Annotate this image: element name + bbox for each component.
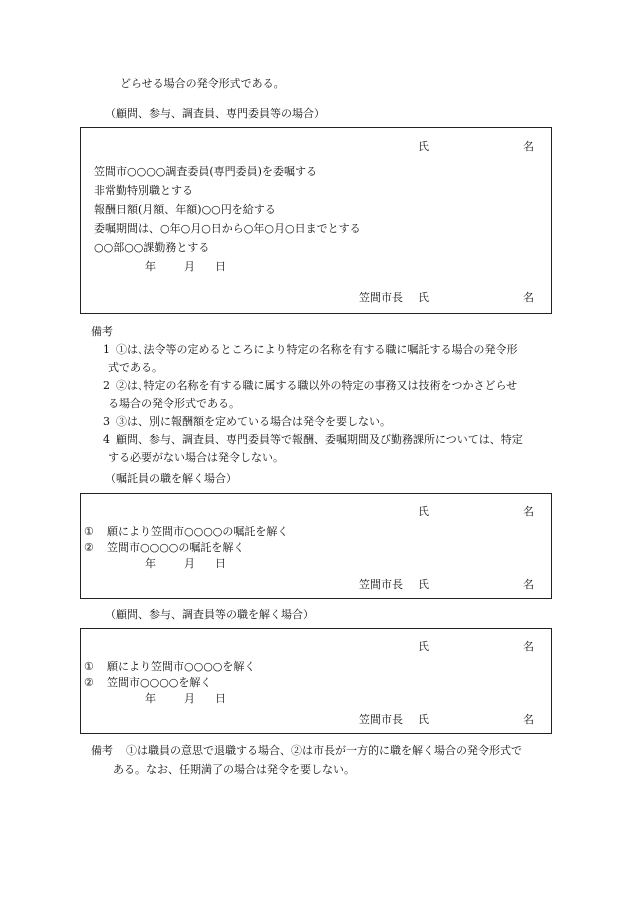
note-text: 顧問、参与、調査員、専門委員等で報酬、委嘱期間及び勤務課所については、特定 bbox=[116, 433, 523, 446]
signer-shi: 氏 bbox=[418, 713, 429, 726]
date-month: 月 bbox=[184, 692, 195, 705]
order-line: 委嘱期間は、○年○月○日から○年○月○日までとする bbox=[94, 222, 361, 235]
signer-title: 笠間市長 bbox=[359, 713, 403, 726]
order-line: 願により笠間市○○○○を解く bbox=[107, 660, 256, 673]
note-text: する必要がない場合は発令しない。 bbox=[108, 451, 284, 464]
appointment-box bbox=[80, 127, 552, 314]
note-number: 1 bbox=[103, 343, 110, 356]
final-note-text: ①は職員の意思で退職する場合、②は市長が一方的に職を解く場合の発令形式で bbox=[126, 744, 522, 757]
notes-label: 備考 bbox=[91, 325, 113, 338]
signer-mei: 名 bbox=[523, 291, 534, 304]
section-heading: （顧問、参与、調査員等の職を解く場合） bbox=[105, 608, 314, 621]
order-line: 笠間市○○○○調査委員(専門委員)を委嘱する bbox=[94, 165, 317, 178]
name-label-mei: 名 bbox=[523, 140, 534, 153]
date-day: 日 bbox=[215, 260, 226, 273]
note-text: 式である。 bbox=[108, 361, 163, 374]
dismissal-box bbox=[80, 493, 552, 599]
date-day: 日 bbox=[215, 692, 226, 705]
date-year: 年 bbox=[145, 692, 156, 705]
order-line: 笠間市○○○○を解く bbox=[107, 676, 212, 689]
note-text: ①は､法令等の定めるところにより特定の名称を有する職に嘱託する場合の発令形 bbox=[116, 343, 518, 356]
date-year: 年 bbox=[145, 260, 156, 273]
order-line: 非常勤特別職とする bbox=[94, 184, 193, 197]
signer-mei: 名 bbox=[523, 578, 534, 591]
name-label-mei: 名 bbox=[523, 640, 534, 653]
circled-two: ② bbox=[84, 676, 94, 689]
note-number: 3 bbox=[103, 415, 110, 428]
signer-shi: 氏 bbox=[418, 291, 429, 304]
date-month: 月 bbox=[184, 557, 195, 570]
intro-line: どらせる場合の発令形式である。 bbox=[120, 77, 285, 90]
order-line: 報酬日額(月額、年額)○○円を給する bbox=[94, 203, 276, 216]
signer-shi: 氏 bbox=[418, 578, 429, 591]
date-month: 月 bbox=[184, 260, 195, 273]
name-label-shi: 氏 bbox=[418, 505, 429, 518]
signer-title: 笠間市長 bbox=[359, 578, 403, 591]
note-number: 4 bbox=[103, 433, 110, 446]
final-notes-label: 備考 bbox=[91, 744, 113, 757]
name-label-shi: 氏 bbox=[418, 640, 429, 653]
note-text: ②は､特定の名称を有する職に属する職以外の特定の事務又は技術をつかさどらせ bbox=[116, 379, 518, 392]
dismissal-box-2 bbox=[80, 628, 552, 734]
note-text: ③は、別に報酬額を定めている場合は発令を要しない。 bbox=[116, 415, 391, 428]
date-day: 日 bbox=[215, 557, 226, 570]
circled-one: ① bbox=[84, 660, 94, 673]
date-year: 年 bbox=[145, 557, 156, 570]
section-heading: （嘱託員の職を解く場合） bbox=[105, 472, 237, 485]
note-text: る場合の発令形式である。 bbox=[108, 397, 240, 410]
circled-two: ② bbox=[84, 541, 94, 554]
order-line: 願により笠間市○○○○の嘱託を解く bbox=[107, 525, 289, 538]
note-number: 2 bbox=[103, 379, 110, 392]
circled-one: ① bbox=[84, 525, 94, 538]
name-label-mei: 名 bbox=[523, 505, 534, 518]
final-note-text: ある。なお、任期満了の場合は発令を要しない。 bbox=[113, 763, 355, 776]
order-line: ○○部○○課勤務とする bbox=[94, 241, 210, 254]
signer-title: 笠間市長 bbox=[359, 291, 403, 304]
name-label-shi: 氏 bbox=[418, 140, 429, 153]
section-heading: （顧問、参与、調査員、専門委員等の場合） bbox=[105, 107, 325, 120]
order-line: 笠間市○○○○の嘱託を解く bbox=[107, 541, 245, 554]
signer-mei: 名 bbox=[523, 713, 534, 726]
